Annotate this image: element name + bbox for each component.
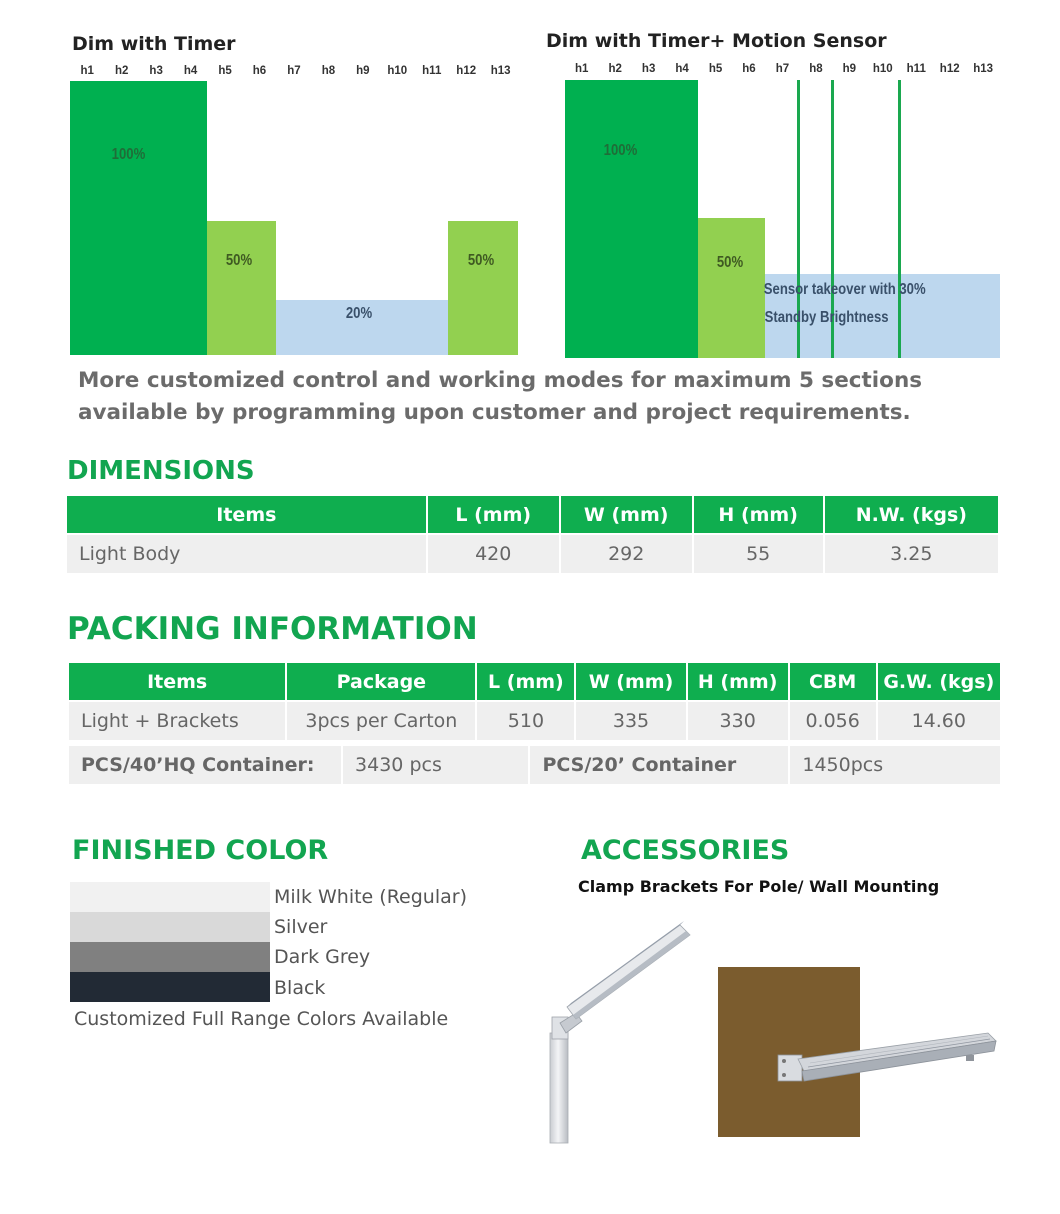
col-header: L (mm) [428, 496, 559, 533]
packing-table [67, 661, 1002, 742]
pole-mount-image [540, 915, 700, 1150]
table-header-row [67, 496, 998, 533]
hour-label: h8 [321, 65, 336, 77]
table-header-row [69, 663, 1000, 700]
swatch-dark-grey [70, 942, 270, 972]
hour-label: h4 [675, 63, 689, 75]
timer-segment-50-a [207, 221, 276, 355]
hour-label: h1 [575, 63, 589, 75]
timer-label-50-a: 50% [225, 252, 253, 269]
col-header: H (mm) [688, 663, 788, 700]
container-hq-label: PCS/40’HQ Container: [69, 746, 341, 784]
accessories-heading: ACCESSORIES [581, 835, 790, 866]
chart-timer-hour-axis [70, 65, 518, 77]
swatch-label: Milk White (Regular) [274, 886, 467, 908]
finished-color-heading: FINISHED COLOR [72, 835, 329, 866]
hour-label: h4 [183, 65, 198, 77]
timer-segment-50-b [448, 221, 518, 355]
hour-label: h8 [809, 63, 823, 75]
hour-label: h7 [775, 63, 790, 75]
hour-label: h13 [490, 65, 511, 77]
col-header: Package [287, 663, 475, 700]
swatch-label: Silver [274, 916, 328, 938]
hour-label: h10 [872, 63, 893, 75]
timer-segment-100 [70, 81, 207, 355]
sensor-segment-100 [565, 80, 698, 358]
table-row [69, 746, 1000, 784]
col-header: Items [67, 496, 426, 533]
wall-mount-image [718, 967, 1000, 1139]
swatch-black [70, 972, 270, 1002]
hour-label: h13 [973, 63, 994, 75]
packing-heading: PACKING INFORMATION [67, 611, 478, 647]
hour-label: h5 [708, 63, 723, 75]
swatch-label: Black [274, 977, 326, 999]
chart-sensor-title: Dim with Timer+ Motion Sensor [546, 30, 887, 52]
sensor-segment-50 [698, 218, 765, 358]
col-header: G.W. (kgs) [878, 663, 1000, 700]
hour-label: h6 [742, 63, 756, 75]
cell: Light Body [67, 535, 426, 573]
container-table [67, 744, 1002, 786]
chart-sensor-hour-axis [565, 63, 1000, 75]
accessories-caption: Clamp Brackets For Pole/ Wall Mounting [578, 877, 940, 896]
hour-label: h9 [842, 63, 857, 75]
container-gp-value: 1450pcs [790, 746, 1000, 784]
cell: 292 [561, 535, 692, 573]
hour-label: h11 [422, 65, 442, 77]
hour-label: h3 [149, 65, 163, 77]
cell: 3pcs per Carton [287, 702, 475, 740]
hour-label: h3 [641, 63, 656, 75]
container-gp-label: PCS/20’ Container [530, 746, 788, 784]
sensor-label-30-line2: Standby Brightness [764, 309, 889, 326]
cell: Light + Brackets [69, 702, 285, 740]
swatch-milk-white [70, 882, 270, 912]
sensor-label-50: 50% [716, 254, 744, 271]
table-row [69, 702, 1000, 740]
cell: 3.25 [825, 535, 998, 573]
timer-label-50-b: 50% [467, 252, 495, 269]
col-header: H (mm) [694, 496, 823, 533]
wall-panel [718, 967, 860, 1137]
dimensions-table [65, 494, 1000, 575]
hour-label: h9 [356, 65, 370, 77]
cell: 510 [477, 702, 574, 740]
hour-label: h5 [218, 65, 232, 77]
hour-label: h11 [906, 63, 926, 75]
cell: 14.60 [878, 702, 1000, 740]
hour-label: h12 [456, 65, 477, 77]
hour-label: h7 [287, 65, 301, 77]
hour-label: h2 [608, 63, 622, 75]
cell: 335 [576, 702, 685, 740]
cell: 330 [688, 702, 788, 740]
timer-label-20: 20% [345, 305, 373, 322]
col-header: W (mm) [561, 496, 692, 533]
col-header: N.W. (kgs) [825, 496, 998, 533]
swatch-label: Dark Grey [274, 946, 371, 968]
motion-trigger-line [898, 80, 901, 358]
programming-note: More customized control and working modes for maximum 5 sections available by programming upon customer and project requirements. [78, 368, 923, 425]
dimensions-heading: DIMENSIONS [67, 456, 255, 486]
sensor-label-100: 100% [603, 142, 638, 159]
swatch-silver [70, 912, 270, 942]
hour-label: h2 [114, 65, 129, 77]
hour-label: h6 [252, 65, 267, 77]
col-header: CBM [790, 663, 876, 700]
col-header: W (mm) [576, 663, 685, 700]
container-hq-value: 3430 pcs [343, 746, 528, 784]
sensor-label-30-line1: Sensor takeover with 30% [763, 281, 926, 298]
hour-label: h1 [80, 65, 94, 77]
timer-label-100: 100% [111, 146, 146, 163]
cell: 0.056 [790, 702, 876, 740]
col-header: L (mm) [477, 663, 574, 700]
hour-label: h12 [939, 63, 960, 75]
hour-label: h10 [387, 65, 408, 77]
table-row [67, 535, 998, 573]
custom-colors-note: Customized Full Range Colors Available [74, 1008, 449, 1030]
cell: 420 [428, 535, 559, 573]
chart-timer-title: Dim with Timer [72, 33, 236, 55]
cell: 55 [694, 535, 823, 573]
col-header: Items [69, 663, 285, 700]
